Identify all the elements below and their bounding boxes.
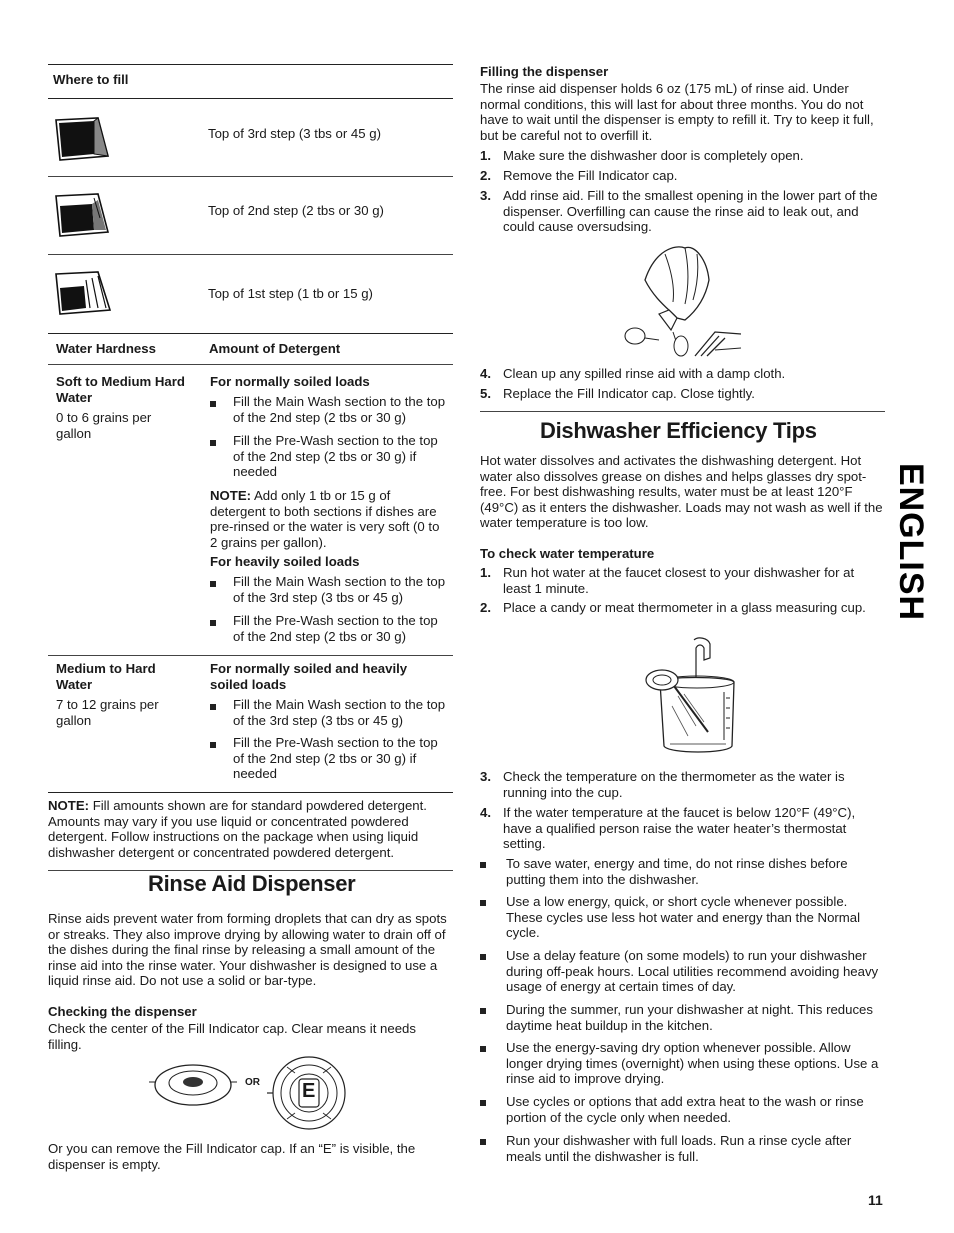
detergent-cup-2nd-step-icon [54,190,110,240]
list-item: Fill the Main Wash section to the top of the 2nd step (2 tbs or 30 g) [210,394,450,425]
table-rule [48,333,453,334]
bullet-icon [210,440,216,446]
list-item: Use the energy-saving dry option whenever possible. Allow longer drying times (overnight) when using these options. Use a rinse aid to improve drying. [480,1040,885,1087]
row-rule [48,176,453,177]
table-rule [48,792,453,793]
checking-dispenser-title: Checking the dispenser [48,1004,197,1019]
where-to-fill-header: Where to fill [53,72,129,87]
rinse-aid-title: Rinse Aid Dispenser [148,871,356,896]
table-rule [48,364,453,365]
list-item: Use cycles or options that add extra heat to the wash or rinse portion of the cycle only when needed. [480,1094,885,1125]
list-item: Fill the Main Wash section to the top of the 3rd step (3 tbs or 45 g) [210,697,450,728]
list-item: 2. Place a candy or meat thermometer in a glass measuring cup. [480,600,866,615]
filling-title: Filling the dispenser [480,64,609,79]
list-item: 5. Replace the Fill Indicator cap. Close tightly. [480,386,755,401]
bullet-icon [480,862,486,868]
bullet-icon [480,1100,486,1106]
soft-water-grains: 0 to 6 grains per gallon [56,410,152,441]
list-item: Fill the Main Wash section to the top of the 3rd step (3 tbs or 45 g) [210,574,450,605]
efficiency-title: Dishwasher Efficiency Tips [540,418,817,443]
list-item: To save water, energy and time, do not rinse dishes before putting them into the dishwasher. [480,856,885,887]
fill-row-text: Top of 3rd step (3 tbs or 45 g) [208,126,381,141]
fill-row-text: Top of 2nd step (2 tbs or 30 g) [208,203,384,218]
table-top-rule [48,64,453,65]
water-hardness-header: Water Hardness [56,341,156,356]
remove-cap-text: Or you can remove the Fill Indicator cap. If an “E” is visible, the dispenser is empty. [48,1141,416,1172]
detergent-note: NOTE: Fill amounts shown are for standard powdered detergent. Amounts may vary if you use liquid or concentrated powdered detergent. Follow instructions on the package when using liquid dishwasher detergent or concentrated powdered detergent. [48,798,427,860]
list-item: Fill the Pre-Wash section to the top of the 2nd step (2 tbs or 30 g) [210,613,450,644]
bullet-icon [480,900,486,906]
fill-row-text: Top of 1st step (1 tb or 15 g) [208,286,373,301]
list-item: 2. Remove the Fill Indicator cap. [480,168,678,183]
normal-heavy-loads-title: For normally soiled and heavily soiled loads [210,661,408,692]
list-item: 1. Run hot water at the faucet closest to your dishwasher for at least 1 minute. [480,565,855,596]
list-item: 4. Clean up any spilled rinse aid with a damp cloth. [480,366,786,381]
rinse-aid-intro: Rinse aids prevent water from forming droplets that can dry as spots or streaks. They also improve drying by allowing water to drain off of the dishes during the final rinse by releasing a small amount of the rinse aid into the rinse water. Your dishwasher is designed to use a liquid rinse aid. Do not use a solid or bar-type. [48,911,447,989]
list-item: During the summer, run your dishwasher at night. This reduces daytime heat buildup in the kitchen. [480,1002,885,1033]
bullet-icon [480,1139,486,1145]
list-item: 3. Add rinse aid. Fill to the smallest opening in the lower part of the dispenser. Overfilling can cause the rinse aid to leak out, and could cause oversudsing. [480,188,878,235]
hard-water-grains: 7 to 12 grains per gallon [56,697,159,728]
normal-loads-title: For normally soiled loads [210,374,370,389]
filling-dispenser-illustration [615,240,745,358]
bullet-icon [480,1046,486,1052]
bullet-icon [210,620,216,626]
detergent-cup-3rd-step-icon [54,114,110,164]
list-item: Fill the Pre-Wash section to the top of the 2nd step (2 tbs or 30 g) if needed [210,735,450,782]
cap-e-letter: E [302,1080,316,1102]
heavy-loads-title: For heavily soiled loads [210,554,360,569]
header-rule [48,98,453,99]
row-rule [48,254,453,255]
detergent-cup-1st-step-icon [54,268,114,318]
language-tab [894,455,928,630]
soft-note: NOTE: Add only 1 tb or 15 g of detergent to both sections if dishes are pre-rinsed or the water is very soft (0 to 2 grains per gallon). [210,488,440,550]
check-temperature-title: To check water temperature [480,546,655,561]
bullet-icon [210,581,216,587]
list-item: Fill the Pre-Wash section to the top of the 2nd step (2 tbs or 30 g) if needed [210,433,450,480]
hard-water-title: Medium to Hard Water [56,661,156,692]
list-item: 1. Make sure the dishwasher door is completely open. [480,148,804,163]
table-rule [48,655,453,656]
list-item: 3. Check the temperature on the thermometer as the water is running into the cup. [480,769,845,800]
checking-dispenser-text: Check the center of the Fill Indicator cap. Clear means it needs filling. [48,1021,416,1052]
clear-cap-icon [148,1060,238,1110]
bullet-icon [210,401,216,407]
or-label: OR [245,1077,260,1088]
section-rule [480,411,885,412]
list-item: Use a low energy, quick, or short cycle whenever possible. These cycles use less hot water and energy than the Normal cycle. [480,894,885,941]
soft-water-title: Soft to Medium Hard Water [56,374,185,405]
bullet-icon [210,742,216,748]
filling-intro: The rinse aid dispenser holds 6 oz (175 mL) of rinse aid. Under normal conditions, this will last for about three months. You do not have to wait until the dispenser is empty to refill it. Try to keep it full, but be careful not to overfill it. [480,81,874,143]
bullet-icon [480,1008,486,1014]
measuring-cup-thermometer-illustration [638,636,738,758]
efficiency-intro: Hot water dissolves and activates the dishwashing detergent. Hot water also dissolves grease on dishes and helps glasses dry spot-free. For best dishwashing results, water must be at least 120°F (49°C) as it enters the dishwasher. Loads may not wash as well if the water temperature is too low. [480,453,883,531]
bullet-icon [480,954,486,960]
language-tab-label: ENGLISH [892,462,930,622]
list-item: Use a delay feature (on some models) to run your dishwasher during off-peak hours. Local utilities recommend avoiding heavy usage of energy at certain times of day. [480,948,885,995]
list-item: 4. If the water temperature at the faucet is below 120°F (49°C), have a qualified person raise the water heater’s thermostat setting. [480,805,856,852]
page-number: 11 [868,1192,883,1208]
amount-detergent-header: Amount of Detergent [209,341,341,356]
bullet-icon [210,704,216,710]
list-item: Run your dishwasher with full loads. Run a rinse cycle after meals until the dishwasher is full. [480,1133,885,1164]
